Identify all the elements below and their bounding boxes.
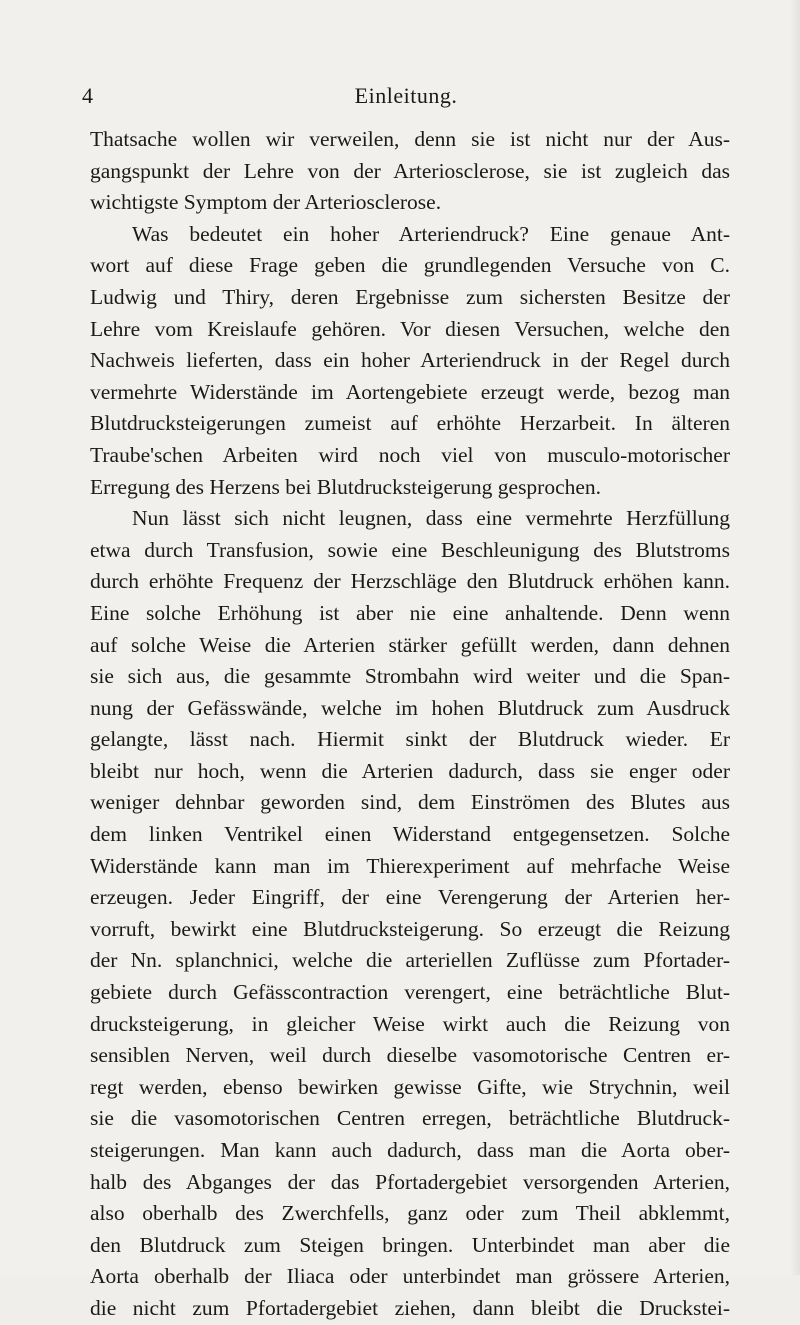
text-line: vermehrte Widerstände im Aortengebiete erzeugt werde, bezog man bbox=[90, 379, 730, 404]
text-line: gangspunkt der Lehre von der Arteriosclerose, sie ist zugleich das bbox=[90, 158, 730, 183]
text-line: Traube'schen Arbeiten wird noch viel von musculo-motorischer bbox=[90, 442, 730, 467]
text-line: nung der Gefässwände, welche im hohen Blutdruck zum Ausdruck bbox=[90, 695, 730, 720]
text-line: die nicht zum Pfortadergebiet ziehen, dann bleibt die Druckstei- bbox=[90, 1295, 730, 1320]
page-number: 4 bbox=[82, 83, 93, 108]
page-header bbox=[82, 82, 730, 110]
text-line: Ludwig und Thiry, deren Ergebnisse zum sichersten Besitze der bbox=[90, 284, 730, 309]
text-line: wort auf diese Frage geben die grundlegenden Versuche von C. bbox=[90, 253, 730, 278]
page-edge-shadow bbox=[790, 0, 800, 1275]
text-line: gelangte, lässt nach. Hiermit sinkt der Blutdruck wieder. Er bbox=[90, 727, 730, 752]
text-line: der Nn. splanchnici, welche die arteriellen Zuflüsse zum Pfortader- bbox=[90, 948, 730, 973]
text-line: gebiete durch Gefässcontraction verengert, eine beträchtliche Blut- bbox=[90, 980, 730, 1005]
text-line: sie die vasomotorischen Centren erregen, beträchtliche Blutdruck- bbox=[90, 1106, 730, 1131]
text-line: Lehre vom Kreislaufe gehören. Vor diesen Versuchen, welche den bbox=[90, 316, 730, 341]
text-line: den Blutdruck zum Steigen bringen. Unterbindet man aber die bbox=[90, 1232, 730, 1257]
text-line: Nachweis lieferten, dass ein hoher Arteriendruck in der Regel durch bbox=[90, 348, 730, 373]
text-line: halb des Abganges der das Pfortadergebiet versorgenden Arterien, bbox=[90, 1169, 730, 1194]
text-line: durch erhöhte Frequenz der Herzschläge den Blutdruck erhöhen kann. bbox=[90, 569, 730, 594]
text-line: regt werden, ebenso bewirken gewisse Gifte, wie Strychnin, weil bbox=[90, 1074, 730, 1099]
text-line: steigerungen. Man kann auch dadurch, dass man die Aorta ober- bbox=[90, 1138, 730, 1162]
text-line: bleibt nur hoch, wenn die Arterien dadurch, dass sie enger oder bbox=[90, 758, 730, 783]
text-line: erzeugen. Jeder Eingriff, der eine Verengerung der Arterien her- bbox=[90, 885, 730, 910]
text-line: Widerstände kann man im Thierexperiment auf mehrfache Weise bbox=[90, 853, 730, 878]
text-line: Was bedeutet ein hoher Arteriendruck? Eine genaue Ant- bbox=[132, 221, 730, 246]
text-line: Blutdrucksteigerungen zumeist auf erhöhte Herzarbeit. In älteren bbox=[90, 411, 730, 436]
text-line: etwa durch Transfusion, sowie eine Beschleunigung des Blutstroms bbox=[90, 537, 730, 562]
text-line: wichtigste Symptom der Arteriosclerose. bbox=[90, 190, 442, 215]
text-line: also oberhalb des Zwerchfells, ganz oder zum Theil abklemmt, bbox=[90, 1201, 730, 1226]
text-line: dem linken Ventrikel einen Widerstand entgegensetzen. Solche bbox=[90, 822, 730, 847]
body-text bbox=[90, 124, 730, 1325]
text-line: sensiblen Nerven, weil durch dieselbe vasomotorische Centren er- bbox=[90, 1043, 730, 1068]
text-line: Thatsache wollen wir verweilen, denn sie ist nicht nur der Aus- bbox=[90, 127, 730, 151]
running-title: Einleitung. bbox=[354, 83, 458, 108]
text-line: sie sich aus, die gesammte Strombahn wird weiter und die Span- bbox=[90, 664, 730, 689]
text-line: weniger dehnbar geworden sind, dem Einströmen des Blutes aus bbox=[90, 790, 730, 815]
text-line: auf solche Weise die Arterien stärker gefüllt werden, dann dehnen bbox=[90, 632, 730, 657]
text-line: Eine solche Erhöhung ist aber nie eine anhaltende. Denn wenn bbox=[90, 600, 730, 625]
text-line: Aorta oberhalb der Iliaca oder unterbindet man grössere Arterien, bbox=[90, 1264, 730, 1289]
text-line: vorruft, bewirkt eine Blutdrucksteigerung. So erzeugt die Reizung bbox=[90, 916, 730, 941]
text-line: drucksteigerung, in gleicher Weise wirkt auch die Reizung von bbox=[90, 1011, 730, 1036]
text-line: Nun lässt sich nicht leugnen, dass eine vermehrte Herzfüllung bbox=[132, 506, 730, 531]
text-line: Erregung des Herzens bei Blutdrucksteigerung gesprochen. bbox=[90, 474, 602, 499]
